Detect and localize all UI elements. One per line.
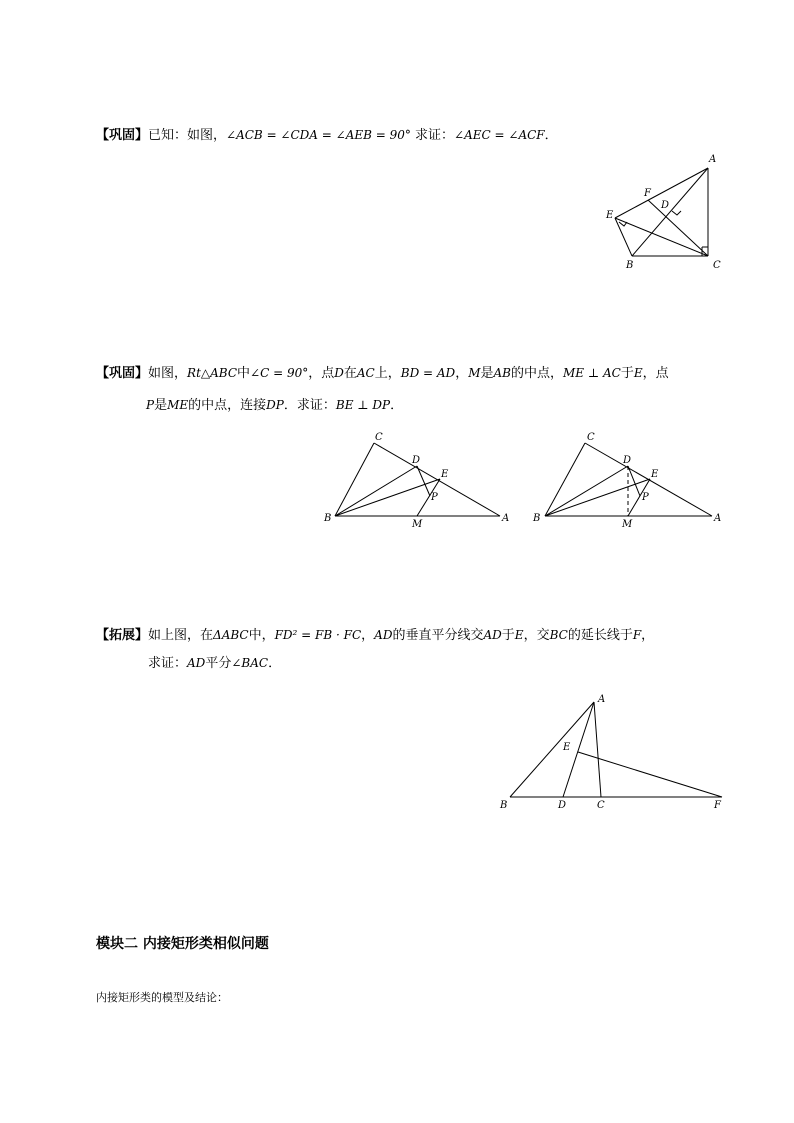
math: AD (374, 628, 393, 642)
math: AB (493, 366, 511, 380)
problem-2-text: 的中点， (511, 366, 564, 381)
math: AD (187, 656, 206, 670)
math: E (514, 628, 524, 642)
math: E (633, 366, 643, 380)
problem-1-text: 已知：如图， (148, 128, 227, 143)
label-D: D (661, 200, 670, 211)
problem-3-tag: 【拓展】 (96, 628, 149, 643)
label-A: A (502, 513, 510, 524)
problem-3-statement-line-2 (148, 654, 281, 673)
problem-3-text: 如上图，在 (148, 628, 214, 643)
problem-3-text: ． (268, 656, 282, 671)
math: DP (266, 398, 284, 412)
label-B: B (533, 513, 541, 524)
label-B: B (626, 260, 634, 271)
problem-2-statement-line-2 (146, 396, 403, 415)
problem-1-text: 求证： (410, 128, 455, 143)
problem-3-text: ， (361, 628, 375, 643)
problem-2-text: ，点 (642, 366, 669, 381)
problem-3-text: 的延长线于 (567, 628, 633, 643)
label-B: B (324, 513, 332, 524)
problem-3-text: 于 (501, 628, 515, 643)
problem-2-text: 中 (237, 366, 251, 381)
math: BE ⊥ DP (335, 398, 391, 412)
label-E: E (651, 469, 659, 480)
problem-2-text: ．求证： (283, 398, 336, 413)
problem-1-given: ∠ACB = ∠CDA = ∠AEB = 90° (226, 128, 411, 142)
math: ME (167, 398, 189, 412)
label-B: B (500, 800, 508, 811)
problem-2-text: ，点 (308, 366, 335, 381)
problem-2-text: ， (455, 366, 469, 381)
math: AC (356, 366, 375, 380)
math: M (468, 366, 481, 380)
label-M: M (412, 519, 423, 530)
label-P: P (642, 492, 649, 503)
problem-1-statement (96, 126, 558, 145)
label-A: A (598, 694, 606, 705)
label-C: C (713, 260, 721, 271)
problem-3-text: 中， (248, 628, 275, 643)
label-E: E (441, 469, 449, 480)
problem-2-text: ． (390, 398, 404, 413)
problem-2-text: 的中点，连接 (188, 398, 267, 413)
math: FD² = FB · FC (274, 628, 362, 642)
figure-3-lines (510, 702, 722, 797)
figure-2a-lines (335, 443, 500, 516)
problem-1-tag: 【巩固】 (96, 128, 149, 143)
label-D: D (412, 455, 421, 466)
problem-2-text: 如图， (148, 366, 188, 381)
problem-2-text: 是 (480, 366, 494, 381)
label-M: M (622, 519, 633, 530)
label-P: P (431, 492, 438, 503)
figure-2b-lines (545, 443, 712, 516)
label-C: C (597, 800, 605, 811)
problem-2-text: 上， (374, 366, 401, 381)
problem-1-text: ． (544, 128, 558, 143)
math: P (146, 398, 155, 412)
math: BC (549, 628, 568, 642)
problem-3-statement-line-1 (96, 626, 654, 645)
label-C: C (587, 432, 595, 443)
problem-2-text: 是 (154, 398, 168, 413)
math: D (334, 366, 344, 380)
label-E: E (563, 742, 571, 753)
math: ΔABC (213, 628, 249, 642)
math: AD (483, 628, 502, 642)
math: ME ⊥ AC (563, 366, 621, 380)
math: ∠C = 90° (250, 366, 309, 380)
module-subtitle: 内接矩形类的模型及结论： (96, 991, 228, 1004)
problem-3-text: ，交 (523, 628, 550, 643)
problem-3-text: 平分 (205, 656, 232, 671)
problem-2-text: 在 (343, 366, 357, 381)
label-D: D (623, 455, 632, 466)
problem-3-text: 的垂直平分线交 (392, 628, 484, 643)
label-D: D (558, 800, 567, 811)
module-heading: 模块二 内接矩形类相似问题 (96, 936, 269, 952)
label-C: C (375, 432, 383, 443)
problem-2-tag: 【巩固】 (96, 366, 149, 381)
label-A: A (714, 513, 722, 524)
problem-2-text: 于 (620, 366, 634, 381)
label-F: F (714, 800, 721, 811)
figure-1-lines (615, 168, 708, 256)
math: ∠BAC (231, 656, 269, 670)
problem-3-text: 求证： (148, 656, 188, 671)
problem-2-statement-line-1 (96, 364, 669, 383)
math: F (632, 628, 642, 642)
label-F: F (644, 188, 651, 199)
label-E: E (606, 210, 614, 221)
label-A: A (709, 154, 717, 165)
math: Rt△ABC (187, 366, 238, 380)
math: BD = AD (400, 366, 456, 380)
problem-1-goal: ∠AEC = ∠ACF (454, 128, 545, 142)
problem-3-text: ， (641, 628, 655, 643)
